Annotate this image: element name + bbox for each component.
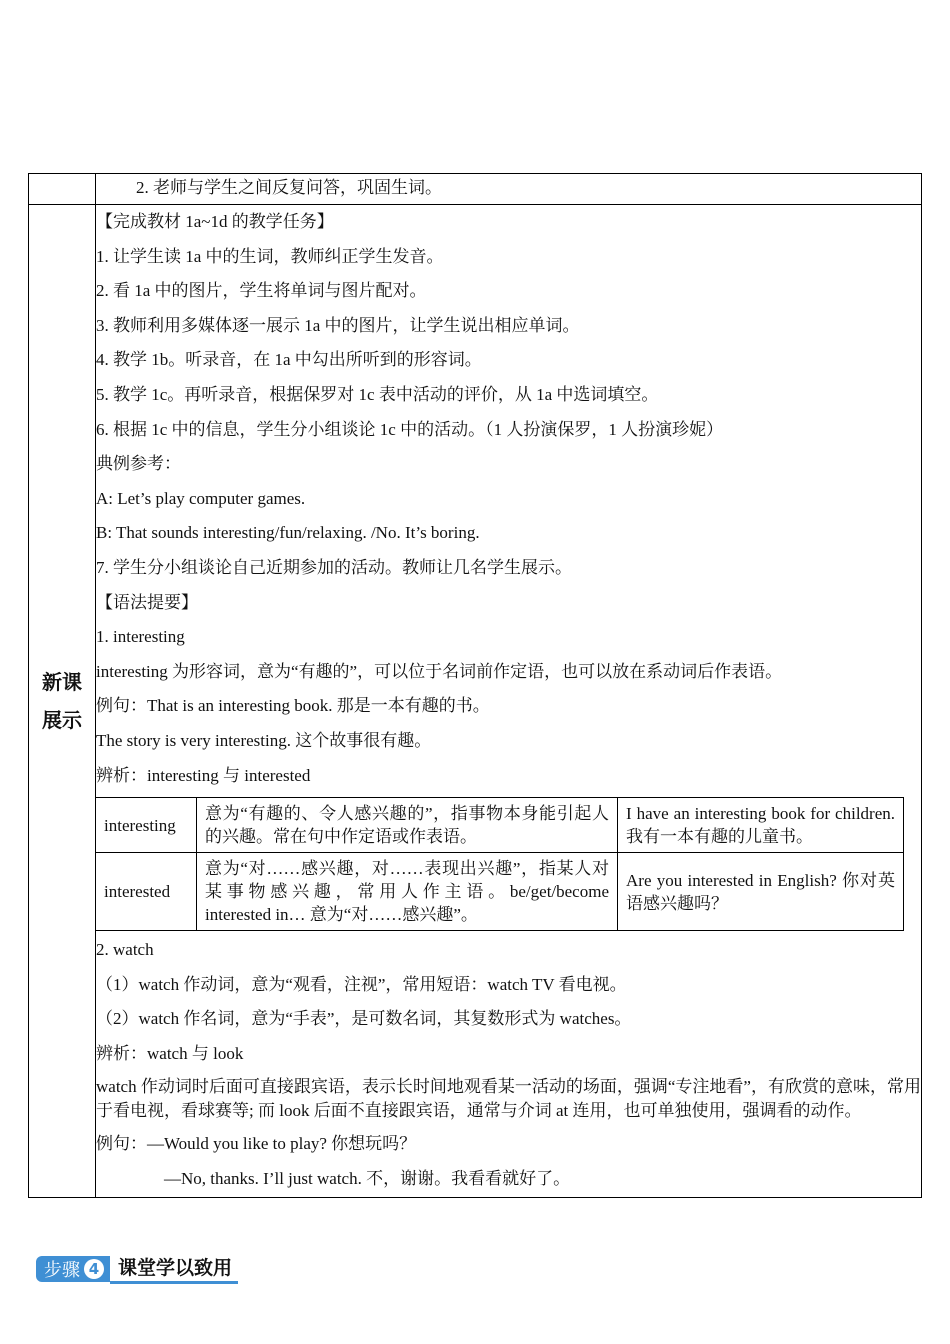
task-heading: 【完成教材 1a~1d 的教学任务】 [96, 212, 334, 231]
step-item: 7. 学生分小组谈论自己近期参加的活动。教师让几名学生展示。 [96, 557, 572, 577]
example-cell: I have an interesting book for children. 我有一本有趣的儿童书。 [618, 798, 904, 853]
grammar-explanation: interesting 为形容词，意为“有趣的”，可以位于名词前作定语，也可以放在系动词后作表语。 [96, 661, 783, 681]
side-label-cell-empty [29, 174, 96, 205]
step-item: 5. 教学 1c。再听录音，根据保罗对 1c 表中活动的评价，从 1a 中选词填空。 [96, 384, 659, 404]
example-cell: Are you interested in English? 你对英语感兴趣吗？ [618, 853, 904, 931]
example-sentence: The story is very interesting. 这个故事很有趣。 [96, 730, 432, 750]
lesson-plan-table [28, 173, 922, 1198]
grammar-explanation: （2）watch 作名词，意为“手表”，是可数名词，其复数形式为 watches。 [96, 1009, 632, 1029]
word-cell: interesting [96, 798, 197, 853]
example-sentence: —No, thanks. I’ll just watch. 不，谢谢。我看看就好了。 [164, 1169, 571, 1189]
section-label-line2: 展示 [42, 707, 82, 732]
table-row [29, 205, 922, 1198]
watch-look-explanation: watch 作动词时后面可直接跟宾语，表示长时间地观看某一活动的场面，强调“专注地看”，有欣赏的意味，常用于看电视，看球赛等; 而 look 后面不直接跟宾语，通常与介词 at 连用，也可单独使用，强调看的动作。 [96, 1077, 921, 1121]
word-cell: interested [96, 853, 197, 931]
step-title: 课堂学以致用 [110, 1255, 238, 1284]
grammar-explanation: （1）watch 作动词，意为“观看，注视”，常用短语：watch TV 看电视。 [96, 974, 627, 994]
content-cell [96, 174, 922, 205]
step-number-badge: 4 [84, 1259, 104, 1279]
step-item: 1. 让学生读 1a 中的生词，教师纠正学生发音。 [96, 246, 444, 266]
table-row [29, 174, 922, 205]
example-heading: 典例参考： [96, 454, 181, 474]
review-step-text: 2. 老师与学生之间反复问答，巩固生词。 [136, 178, 442, 197]
step-item: 6. 根据 1c 中的信息，学生分小组谈论 1c 中的活动。（1 人扮演保罗，1 人扮演珍妮） [96, 419, 724, 439]
comparison-heading: 辨析：interesting 与 interested [96, 765, 311, 785]
grammar-point-title: 1. interesting [96, 627, 185, 647]
step-banner [36, 1256, 238, 1282]
dialogue-line: A: Let’s play computer games. [96, 488, 306, 508]
table-row [96, 798, 904, 853]
step-item: 3. 教师利用多媒体逐一展示 1a 中的图片，让学生说出相应单词。 [96, 315, 580, 335]
dialogue-line: B: That sounds interesting/fun/relaxing. /No. It’s boring. [96, 523, 480, 543]
step-item: 2. 看 1a 中的图片，学生将单词与图片配对。 [96, 281, 427, 301]
comparison-table [95, 797, 904, 931]
step-item: 4. 教学 1b。听录音，在 1a 中勾出所听到的形容词。 [96, 350, 482, 370]
grammar-point-title: 2. watch [96, 940, 154, 960]
grammar-heading: 【语法提要】 [96, 592, 198, 612]
meaning-cell: 意为“有趣的、令人感兴趣的”，指事物本身能引起人的兴趣。常在句中作定语或作表语。 [197, 798, 618, 853]
section-label [29, 205, 96, 1198]
table-row [96, 853, 904, 931]
step-label: 步骤 [44, 1260, 80, 1281]
example-sentence: 例句：—Would you like to play? 你想玩吗？ [96, 1134, 417, 1154]
section-label-line1: 新课 [42, 669, 82, 694]
step-label-box [36, 1256, 110, 1282]
content-cell [96, 205, 922, 1198]
meaning-cell: 意为“对……感兴趣，对……表现出兴趣”，指某人对某事物感兴趣，常用人作主语。be/get/become interested in… 意为“对……感兴趣”。 [197, 853, 618, 931]
comparison-heading: 辨析：watch 与 look [96, 1043, 244, 1063]
example-sentence: 例句：That is an interesting book. 那是一本有趣的书。 [96, 696, 490, 716]
